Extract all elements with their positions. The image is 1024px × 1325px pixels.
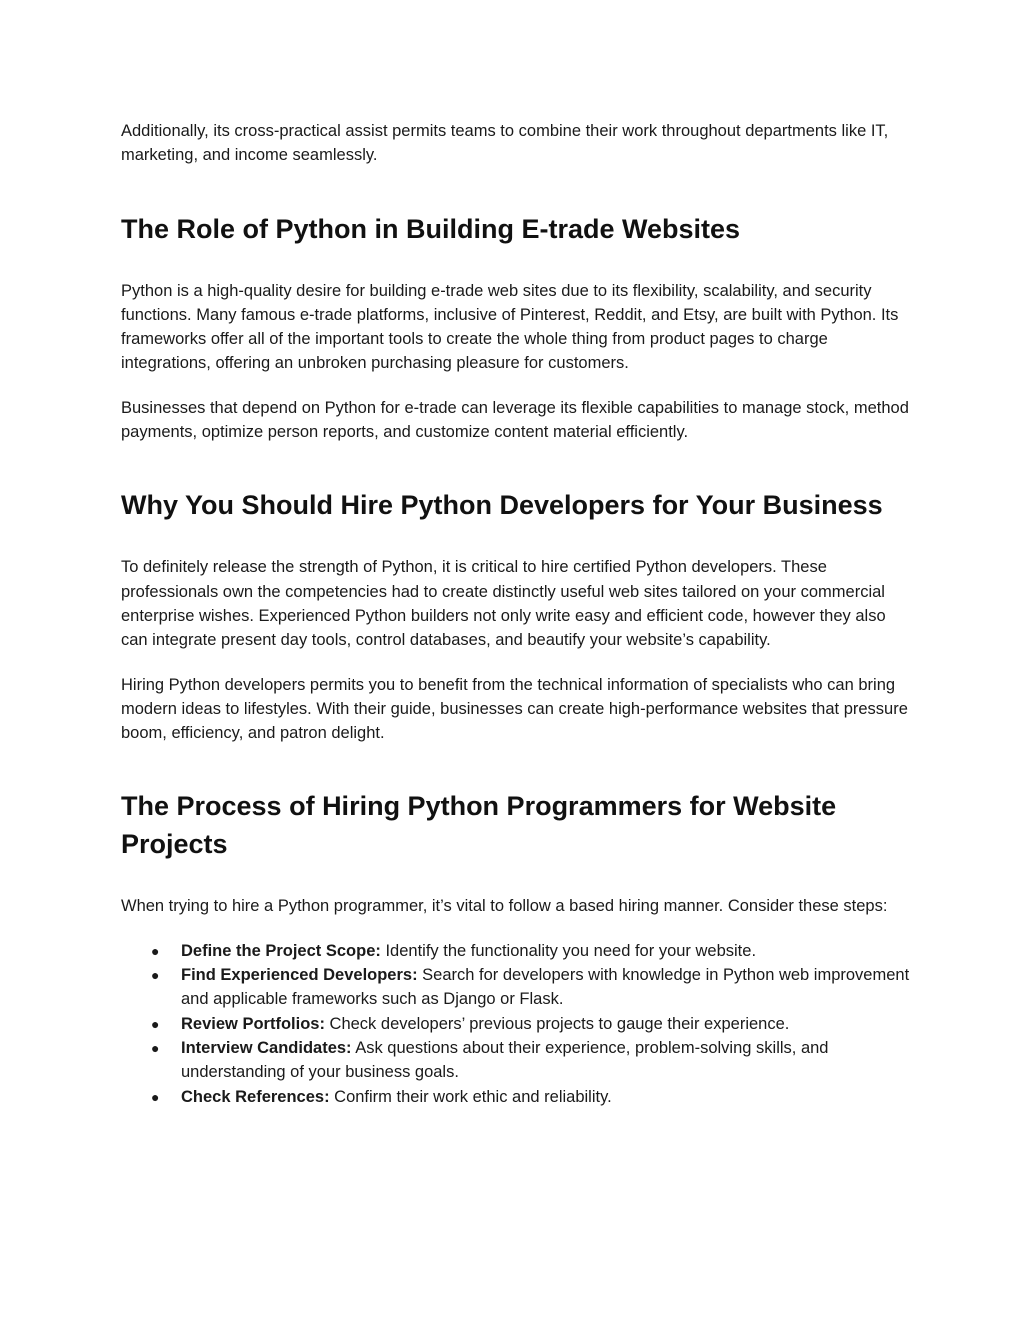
heading-hire-developers: Why You Should Hire Python Developers for Your Business [121, 490, 883, 521]
document-page [121, 119, 911, 1109]
step-text: Ask questions about their experience, problem-solving skills, and understanding of your business goals. [181, 1038, 829, 1082]
list-item [121, 1085, 911, 1109]
step-term: Check References: [181, 1087, 330, 1106]
process-intro-paragraph: When trying to hire a Python programmer, it’s vital to follow a based hiring manner. Consider these steps: [121, 897, 888, 916]
bullet-icon: ● [151, 1039, 160, 1056]
bullet-icon: ● [151, 1088, 160, 1105]
heading-hiring-process: The Process of Hiring Python Programmers for Website Projects [121, 791, 837, 860]
step-term: Interview Candidates: [181, 1038, 352, 1057]
ecommerce-paragraph-1: Python is a high-quality desire for building e-trade web sites due to its flexibility, scalability, and security functions. Many famous e-trade platforms, inclusive of Pinterest, Reddit, and Etsy, are built with Python. Its frameworks offer all of the important tools to create the whole thing from product pages to charge integrations, offering an unbroken purchasing pleasure for customers. [121, 281, 899, 373]
step-text: Search for developers with knowledge in Python web improvement and applicable frameworks such as Django or Flask. [181, 966, 910, 1009]
step-text: Confirm their work ethic and reliability. [329, 1087, 612, 1106]
list-item [121, 1012, 911, 1036]
step-term: Review Portfolios: [181, 1014, 325, 1033]
step-term: Define the Project Scope: [181, 941, 381, 960]
step-text: Check developers’ previous projects to gauge their experience. [324, 1014, 790, 1033]
hire-paragraph-2: Hiring Python developers permits you to benefit from the technical information of specialists who can bring modern ideas to lifestyles. With their guide, businesses can create high-performance websites that pressure boom, efficiency, and patron delight. [121, 675, 908, 743]
hire-paragraph-1: To definitely release the strength of Python, it is critical to hire certified Python developers. These professionals own the competencies had to create distinctly useful web sites tailored on your commercial enterprise wishes. Experienced Python builders not only write easy and efficient code, however they also can integrate present day tools, control databases, and beautify your website’s capability. [121, 558, 886, 650]
step-term: Find Experienced Developers: [181, 966, 418, 985]
bullet-icon: ● [151, 1015, 160, 1032]
heading-ecommerce: The Role of Python in Building E-trade Websites [121, 213, 741, 244]
bullet-icon: ● [151, 967, 160, 984]
list-item [121, 1036, 911, 1085]
ecommerce-paragraph-2: Businesses that depend on Python for e-trade can leverage its flexible capabilities to manage stock, method payments, optimize person reports, and customize content material efficiently. [121, 398, 909, 442]
hiring-steps-list [121, 939, 911, 1109]
list-item [121, 939, 911, 963]
list-item [121, 963, 911, 1012]
bullet-icon: ● [151, 942, 160, 959]
intro-paragraph: Additionally, its cross-practical assist permits teams to combine their work throughout departments like IT, marketing, and income seamlessly. [121, 122, 889, 165]
step-text: Identify the functionality you need for your website. [380, 941, 757, 960]
